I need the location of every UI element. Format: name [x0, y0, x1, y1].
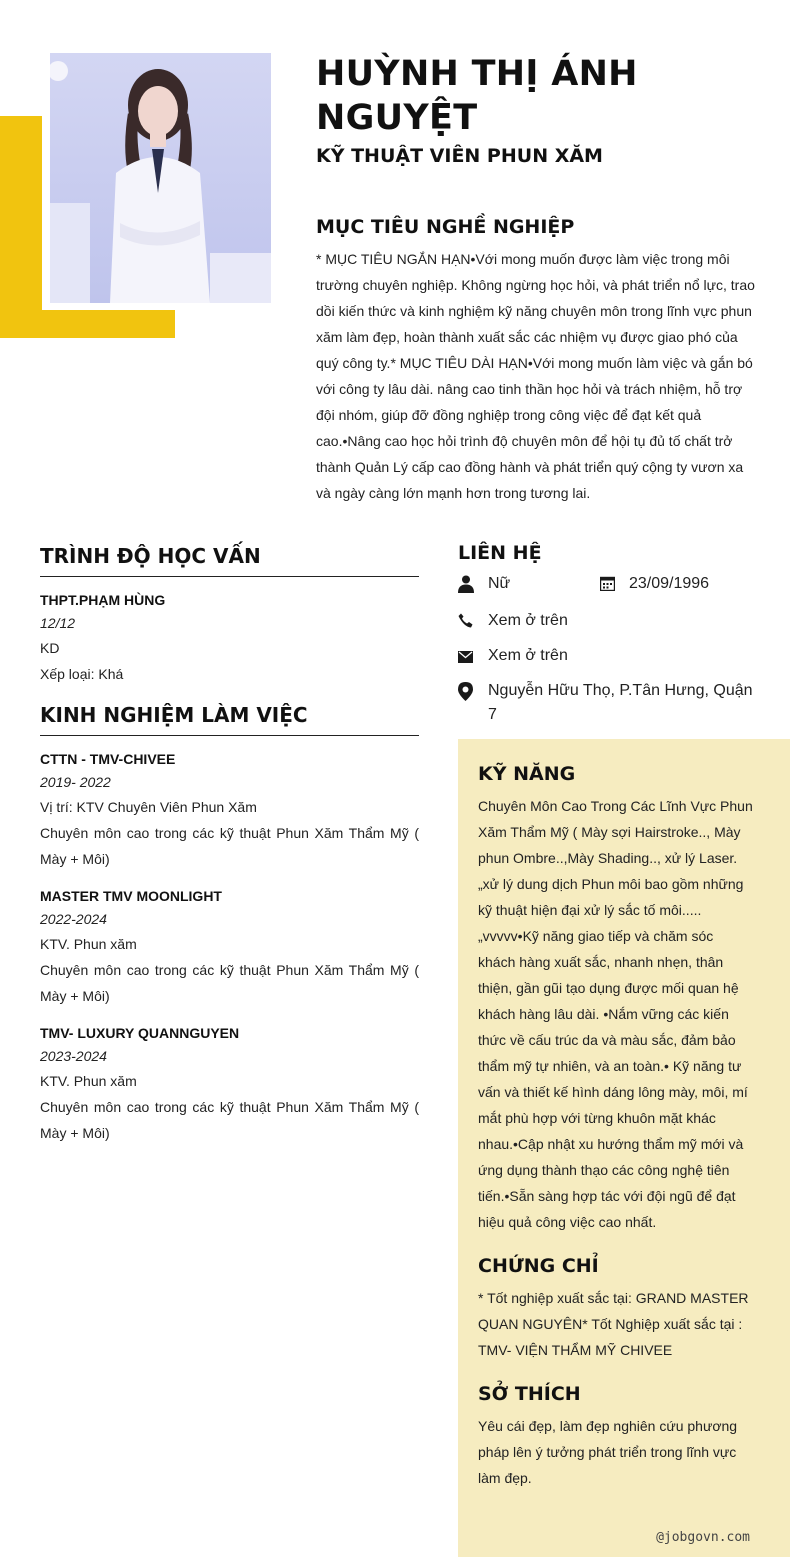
education-major: KD: [40, 640, 60, 656]
hobbies-text: Yêu cái đẹp, làm đẹp nghiên cứu phương pháp lên ý tưởng phát triển trong lĩnh vực làm đẹp.: [478, 1418, 738, 1486]
job-period: 2023-2024: [40, 1048, 107, 1064]
location-icon: [458, 679, 488, 709]
job-description: Chuyên môn cao trong các kỹ thuật Phun Xăm Thẩm Mỹ ( Mày + Môi): [40, 962, 419, 1004]
candidate-job-title: KỸ THUẬT VIÊN PHUN XĂM: [316, 145, 603, 167]
contact-row-gender-birthday: [458, 572, 758, 601]
calendar-icon: [600, 572, 629, 599]
section-divider: [40, 735, 419, 736]
mail-icon: [458, 644, 488, 671]
job-company: MASTER TMV MOONLIGHT: [40, 888, 222, 904]
job-item: [40, 748, 419, 872]
hobbies-title: SỞ THÍCH: [478, 1383, 581, 1405]
skills-panel: [458, 739, 790, 1557]
certificates-section: [478, 1253, 754, 1363]
job-position: KTV. Phun xăm: [40, 936, 137, 952]
contact-row-address: [458, 679, 758, 727]
left-column: [40, 542, 419, 1159]
accent-bar-vertical: [0, 116, 42, 338]
objective-text: * MỤC TIÊU NGẮN HẠN•Với mong muốn được làm việc trong môi trường chuyên nghiệp. Không ngừng học hỏi, và phát triển nổ lực, trao dồi kiến thức và kinh nghiệm kỹ năng chuyên môn trong lĩnh vực phun xăm làm đẹp, hoàn thành xuất sắc các nhiệm vụ được giao phó của quý công ty.* MỤC TIÊU DÀI HẠN•Với mong muốn làm việc và gắn bó với công ty lâu dài. nâng cao tinh thần học hỏi và trách nhiệm, hỗ trợ đội nhóm, giúp đỡ đồng nghiệp trong công việc để đạt kết quả cao.•Nâng cao học hỏi trình độ chuyên môn để hội tụ đủ tố chất trở thành Quản Lý cấp cao đồng hành và phát triển quý cộng ty vươn xa và ngày càng lớn mạnh hơn trong tương lai.: [316, 251, 755, 501]
candidate-name: HUỲNH THỊ ÁNH NGUYỆT: [316, 54, 638, 138]
skills-section: [478, 761, 754, 1235]
job-description: Chuyên môn cao trong các kỹ thuật Phun Xăm Thẩm Mỹ ( Mày + Môi): [40, 825, 419, 867]
job-item: [40, 1022, 419, 1146]
certificates-text: * Tốt nghiệp xuất sắc tại: GRAND MASTER QUAN NGUYÊN* Tốt Nghiệp xuất sắc tại : TMV- VIỆN THẨM MỸ CHIVEE: [478, 1290, 749, 1358]
job-position: KTV. Phun xăm: [40, 1073, 137, 1089]
accent-bar-horizontal: [0, 310, 175, 338]
education-item: [40, 589, 419, 687]
phone-value[interactable]: Xem ở trên: [488, 612, 568, 629]
contact-row-email: [458, 644, 758, 671]
profile-photo: [50, 53, 271, 303]
watermark: @jobgovn.com: [656, 1530, 750, 1545]
gender-value: Nữ: [488, 575, 511, 592]
school-name: THPT.PHẠM HÙNG: [40, 592, 166, 608]
birthday-value: 23/09/1996: [629, 575, 710, 592]
job-company: CTTN - TMV-CHIVEE: [40, 751, 176, 767]
address-value: Nguyễn Hữu Thọ, P.Tân Hưng, Quận 7: [488, 682, 753, 723]
job-position: Vị trí: KTV Chuyên Viên Phun Xăm: [40, 799, 257, 815]
job-period: 2019- 2022: [40, 774, 111, 790]
education-period: 12/12: [40, 615, 76, 631]
contact-row-phone: [458, 609, 758, 636]
skills-text: Chuyên Môn Cao Trong Các Lĩnh Vực Phun Xăm Thẩm Mỹ ( Mày sợi Hairstroke.., Mày phun Ombre..,Mày Shading.., xử lý Laser.„xử lý dung dịch Phun môi bao gồm những kỹ thuật hiện đại xử lý sắc tố môi.....„vvvvv•Kỹ năng giao tiếp và chăm sóc khách hàng xuất sắc, nhanh nhẹn, thân thiện, gần gũi tạo dụng được mối quan hệ khách hàng lâu dài. •Nắm vững các kiến thức về cấu trúc da và màu sắc, đảm bảo thẩm mỹ tự nhiên, và an toàn.• Kỹ năng tư vấn và thiết kế hình dáng lông mày, môi, mí mắt phù hợp với từng khuôn mặt khác nhau.•Cập nhật xu hướng thẩm mỹ mới và ứng dụng thành thạo các công nghệ tiên tiến.•Sẵn sàng hợp tác với đội ngũ để đạt hiệu quả công việc cao nhất.: [478, 798, 753, 1230]
hobbies-section: [478, 1381, 754, 1491]
section-divider: [40, 576, 419, 577]
job-company: TMV- LUXURY QUANNGUYEN: [40, 1025, 240, 1041]
profile-header: [316, 52, 756, 168]
certificates-title: CHỨNG CHỈ: [478, 1255, 599, 1277]
email-value[interactable]: Xem ở trên: [488, 647, 568, 664]
contact-section: [458, 540, 758, 735]
contact-title: LIÊN HỆ: [458, 542, 542, 564]
experience-title: KINH NGHIỆM LÀM VIỆC: [40, 703, 308, 727]
phone-icon: [458, 609, 488, 636]
objective-section: [316, 214, 756, 506]
education-title: TRÌNH ĐỘ HỌC VẤN: [40, 544, 261, 568]
job-item: [40, 885, 419, 1009]
job-description: Chuyên môn cao trong các kỹ thuật Phun Xăm Thẩm Mỹ ( Mày + Môi): [40, 1099, 419, 1141]
job-period: 2022-2024: [40, 911, 107, 927]
skills-title: KỸ NĂNG: [478, 763, 576, 785]
objective-title: MỤC TIÊU NGHỀ NGHIỆP: [316, 216, 575, 238]
person-icon: [458, 572, 488, 601]
education-grade: Xếp loại: Khá: [40, 666, 124, 682]
